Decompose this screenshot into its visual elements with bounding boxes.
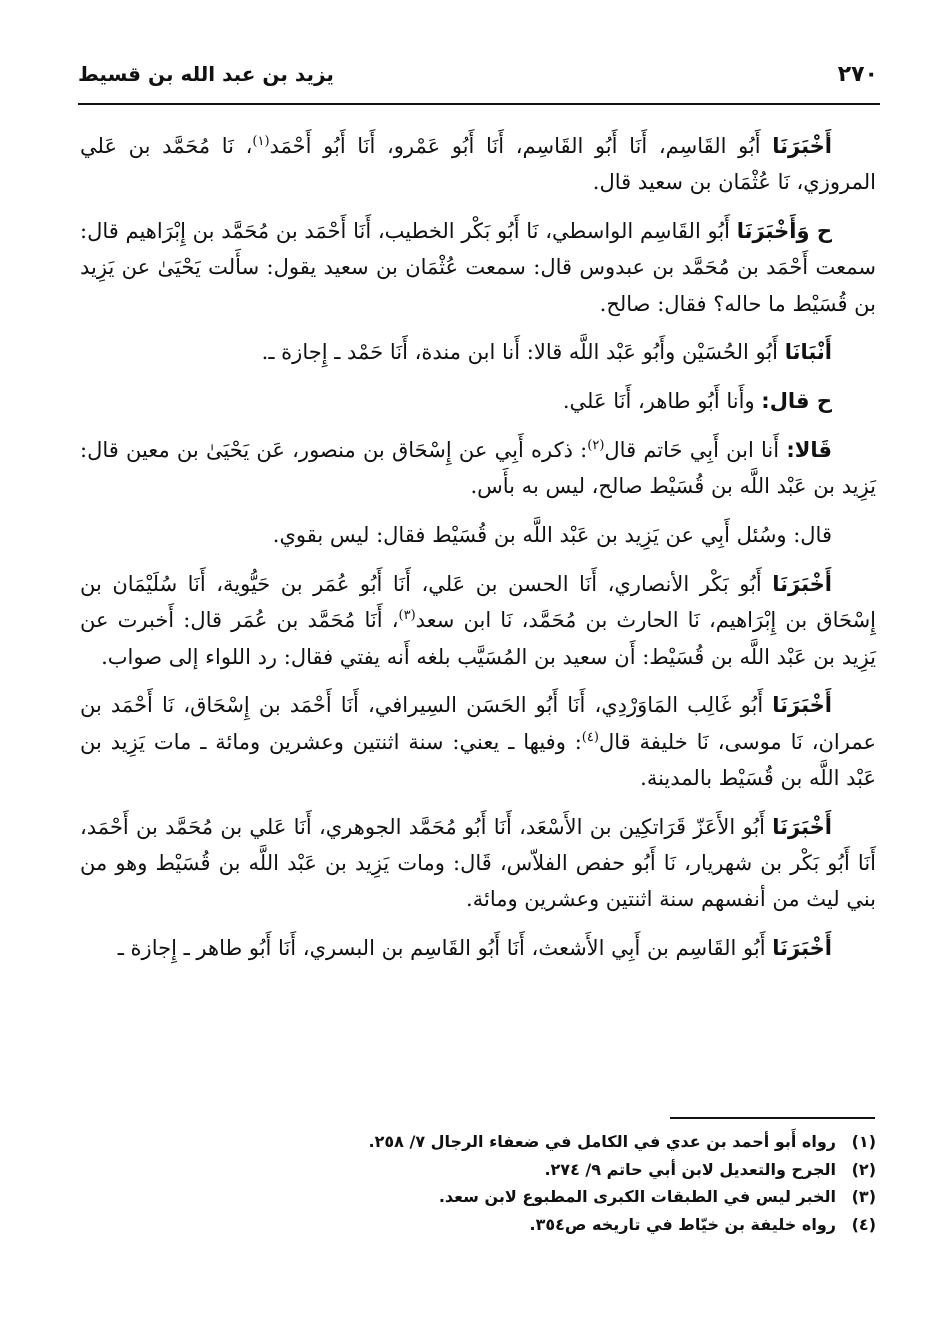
paragraph — [80, 334, 876, 370]
page-header — [78, 62, 878, 98]
paragraph — [80, 687, 876, 796]
paragraph — [80, 517, 876, 553]
transmission-keyword: قَالا: — [786, 438, 832, 463]
paragraph — [80, 128, 876, 201]
paragraph-text: : وفيها ـ يعني: سنة اثنتين وعشرين ومائة ـ مات يَزِيد بن عَبْد اللَّه بن قُسَيْط بالمدينة. — [80, 729, 876, 790]
main-text — [80, 128, 876, 979]
header-rule — [78, 103, 880, 105]
paragraph-text: أَبُو غَالِب المَاوَرْدِي، أَنَا أَبُو الحَسَن السِيرافي، أَنَا أَحْمَد بن إِسْحَاق، نَا أَحْمَد بن عمران، نَا موسى، نَا خليفة قال — [80, 693, 876, 754]
page-number: ٢٧٠ — [837, 62, 878, 87]
footnote-text: الخبر ليس في الطبقات الكبرى المطبوع لابن سعد. — [438, 1187, 836, 1206]
transmission-keyword: ح قال: — [761, 389, 832, 414]
transmission-keyword: ح وَأَخْبَرَنَا — [736, 219, 832, 244]
transmission-keyword: أَخْبَرَنَا — [772, 693, 832, 718]
footnote-text: رواه أَبو أحمد بن عدي في الكامل في ضعفاء الرجال ٧/ ٢٥٨. — [368, 1132, 836, 1151]
paragraph-text: : ذكره أَبِي عن إِسْحَاق بن منصور، عَن يَحْيَىٰ بن معين قال: يَزِيد بن عَبْد اللَّه بن قُسَيْط صالح، ليس به بأَس. — [80, 438, 876, 499]
footnote-number: (٤) — [851, 1214, 876, 1234]
paragraph-text: قال: وسُئل أَبِي عن يَزِيد بن عَبْد اللَّه بن قُسَيْط فقال: ليس بقوي. — [272, 523, 832, 548]
transmission-keyword: أَخْبَرَنَا — [772, 571, 832, 596]
footnotes — [80, 1128, 876, 1238]
paragraph-text: أَبُو القَاسِم، أَنَا أَبُو القَاسِم، أَنَا أَبُو عَمْرو، أَنَا أَبُو أَحْمَد — [269, 134, 773, 158]
paragraph-text: أَبُو الحُسَيْن وأَبُو عَبْد اللَّه قالا: أَنا ابن مندة، أَنَا حَمْد ـ إِجازة ـ. — [261, 340, 785, 365]
paragraph-text: ، نَا مُحَمَّد بن عَلي المروزي، نَا عُثْمَان بن سعيد قال. — [80, 134, 876, 195]
footnote-ref: (٣) — [398, 608, 416, 624]
paragraph-text: ، أَنَا مُحَمَّد بن عُمَر قال: أَخبرت عن يَزِيد بن عَبْد اللَّه بن قُسَيْط: أَن سعيد بن المُسَيَّب بلغه أَنه يفتي فقال: رد اللواء إلى صواب. — [80, 608, 876, 669]
paragraph-text: أَبُو القَاسِم بن أَبِي الأَشعث، أَنَا أَبُو القَاسِم بن البسري، أَنَا أَبُو طاهر ـ إِجازة ـ — [117, 936, 773, 961]
paragraph — [80, 809, 876, 918]
footnote-ref: (٢) — [587, 438, 605, 454]
paragraph — [80, 930, 876, 966]
footnote-rule — [670, 1117, 875, 1119]
footnote-ref: (٤) — [581, 729, 599, 745]
footnote — [80, 1211, 876, 1239]
paragraph-text: أَبُو الأَعَزّ قَرَاتكِين بن الأَسْعَد، أَنَا أَبُو مُحَمَّد الجوهري، أَنَا عَلي بن مُحَمَّد بن أَحْمَد، أَنَا أَبُو بَكْر بن شهريار، نَا أَبُو حفص الفلاّس، قَال: ومات يَزِيد بن عَبْد اللَّه بن قُسَيْط وهو من بني ليث من أنفسهم سنة اثنتين وعشرين ومائة. — [80, 814, 876, 912]
paragraph-text: وأَنا أَبُو طاهر، أَنَا عَلي. — [562, 389, 762, 414]
paragraph — [80, 213, 876, 322]
footnote — [80, 1156, 876, 1184]
transmission-keyword: أَخْبَرَنَا — [772, 134, 833, 158]
paragraph — [80, 383, 876, 419]
footnote-text: الجرح والتعديل لابن أبي حاتم ٩/ ٢٧٤. — [544, 1159, 836, 1179]
footnote-ref: (١) — [252, 134, 270, 149]
footnote-text: رواه خليفة بن خيّاط في تاريخه ص٣٥٤. — [529, 1214, 836, 1234]
footnote-number: (٣) — [851, 1187, 876, 1206]
transmission-keyword: أَنْبَانَا — [784, 340, 832, 365]
paragraph-text: أَنا ابن أَبِي حَاتم قال — [604, 438, 787, 463]
paragraph-text: أَبُو بَكْر الأنصاري، أَنَا الحسن بن عَلي، أَنَا أَبُو عُمَر بن حَيُّوية، أَنَا سُلَيْمَان بن إِسْحَاق بن إِبْرَاهيم، نَا الحارث بن مُحَمَّد، نَا ابن سعد — [80, 571, 876, 633]
transmission-keyword: أَخْبَرَنَا — [772, 814, 832, 839]
footnote — [80, 1128, 876, 1156]
footnote-number: (٢) — [851, 1159, 876, 1179]
transmission-keyword: أَخْبَرَنَا — [772, 936, 832, 961]
running-title: يزيد بن عبد الله بن قسيط — [78, 62, 334, 86]
paragraph — [80, 566, 876, 675]
paragraph — [80, 432, 876, 505]
footnote-number: (١) — [851, 1132, 876, 1151]
paragraph-text: أَبُو القَاسِم الواسطي، نَا أَبُو بَكْر الخطيب، أَنَا أَحْمَد بن مُحَمَّد بن إِبْرَاهيم قال: سمعت أَحْمَد بن مُحَمَّد بن عبدوس قال: سمعت عُثْمَان بن سعيد يقول: سأَلت يَحْيَىٰ عن يَزِيد بن قُسَيْط ما حاله؟ فقال: صالح. — [80, 219, 876, 316]
footnote — [80, 1183, 876, 1211]
